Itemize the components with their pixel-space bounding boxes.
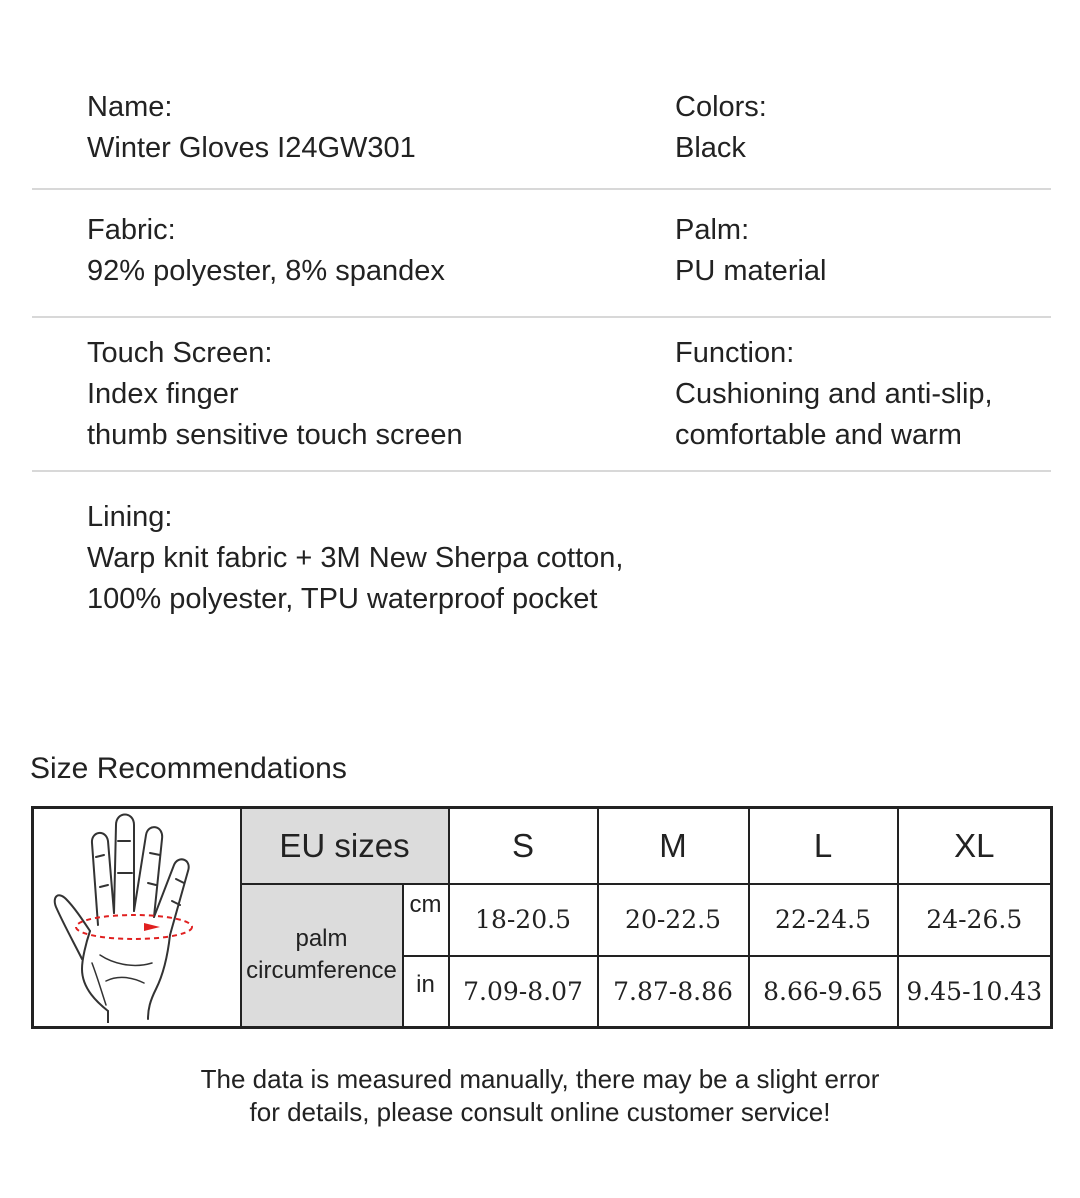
spec-fabric <box>87 210 445 292</box>
spec-name-value: Winter Gloves I24GW301 <box>87 132 416 164</box>
size-header-s: S <box>449 808 598 884</box>
size-cell: 7.09-8.07 <box>449 956 598 1028</box>
size-section-title: Size Recommendations <box>30 752 347 785</box>
size-table <box>31 806 1053 1029</box>
spec-palm <box>675 210 827 292</box>
eu-sizes-header: EU sizes <box>241 808 449 884</box>
note-line: The data is measured manually, there may be a slight error <box>200 1064 880 1094</box>
hand-illustration-cell <box>33 808 241 1028</box>
size-cell: 9.45-10.43 <box>898 956 1052 1028</box>
size-header-row <box>33 808 1052 884</box>
size-cell: 7.87-8.86 <box>598 956 749 1028</box>
spec-colors-value: Black <box>675 132 746 164</box>
spec-function-line: Cushioning and anti-slip, <box>675 378 993 410</box>
spec-colors <box>675 87 767 169</box>
spec-lining-line: Warp knit fabric + 3M New Sherpa cotton, <box>87 542 624 574</box>
spec-fabric-label: Fabric: <box>87 214 176 246</box>
spec-palm-label: Palm: <box>675 214 750 246</box>
spec-function-line: comfortable and warm <box>675 419 962 451</box>
size-cell: 18-20.5 <box>449 884 598 956</box>
unit-in: in <box>403 956 449 1028</box>
spec-name-label: Name: <box>87 91 173 123</box>
divider <box>32 316 1051 318</box>
size-header-l: L <box>749 808 898 884</box>
spec-touch-screen <box>87 333 463 456</box>
spec-palm-value: PU material <box>675 255 827 287</box>
size-cell: 22-24.5 <box>749 884 898 956</box>
divider <box>32 188 1051 190</box>
size-cell: 24-26.5 <box>898 884 1052 956</box>
hand-palm-measurement-icon <box>52 813 222 1023</box>
spec-colors-label: Colors: <box>675 91 767 123</box>
divider <box>32 470 1051 472</box>
spec-touch-screen-label: Touch Screen: <box>87 337 273 369</box>
palm-circumference-label <box>241 884 403 1028</box>
spec-function <box>675 333 993 456</box>
unit-cm: cm <box>403 884 449 956</box>
size-cell: 8.66-9.65 <box>749 956 898 1028</box>
size-cell: 20-22.5 <box>598 884 749 956</box>
spec-function-label: Function: <box>675 337 795 369</box>
note-line: for details, please consult online customer service! <box>249 1097 831 1127</box>
size-header-m: M <box>598 808 749 884</box>
palm-label-line: palm <box>295 925 348 953</box>
spec-lining-line: 100% polyester, TPU waterproof pocket <box>87 583 598 615</box>
palm-label-line: circumference <box>246 957 397 985</box>
spec-lining-label: Lining: <box>87 501 173 533</box>
size-header-xl: XL <box>898 808 1052 884</box>
spec-touch-screen-line: Index finger <box>87 378 239 410</box>
spec-name <box>87 87 416 169</box>
measurement-note <box>0 1063 1080 1129</box>
spec-touch-screen-line: thumb sensitive touch screen <box>87 419 463 451</box>
spec-fabric-value: 92% polyester, 8% spandex <box>87 255 445 287</box>
spec-lining <box>87 497 623 620</box>
